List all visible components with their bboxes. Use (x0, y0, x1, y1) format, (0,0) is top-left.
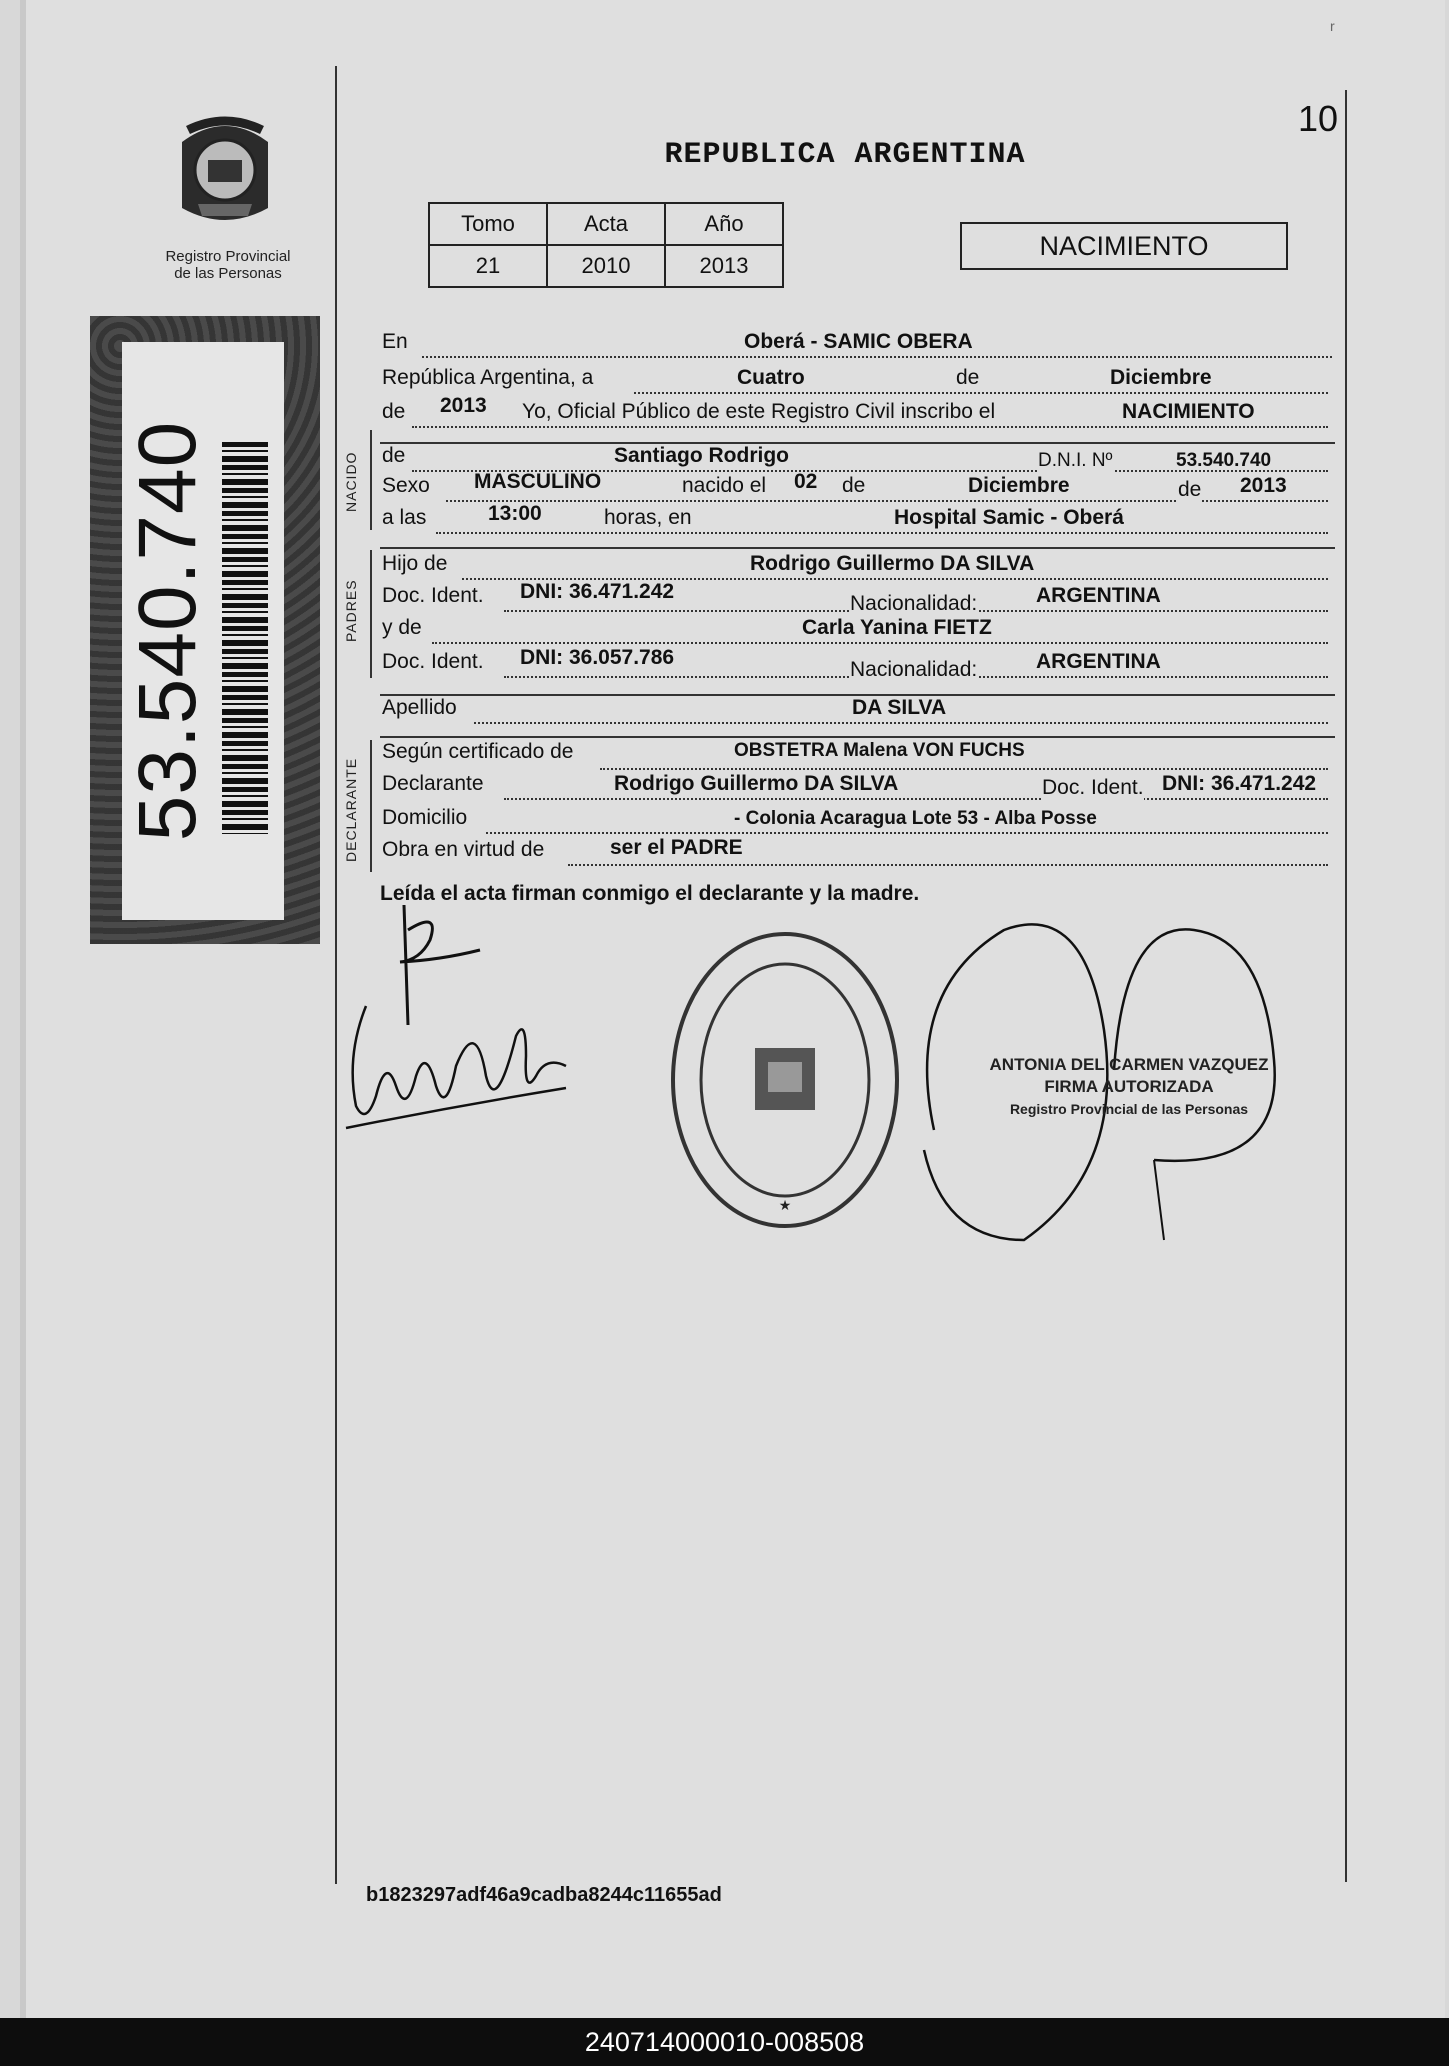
record-table (428, 202, 784, 288)
document-title: REPUBLICA ARGENTINA (664, 138, 1026, 172)
province-crest-icon (168, 112, 282, 234)
row-father-doc (382, 580, 1332, 616)
label-official: Yo, Oficial Público de este Registro Civil inscribo el (522, 400, 996, 423)
label-doc-ident: Doc. Ident. (382, 584, 484, 607)
value-time: 13:00 (488, 502, 542, 525)
value-event: NACIMIENTO (1122, 400, 1255, 423)
value-father-nationality: ARGENTINA (1036, 584, 1161, 607)
header-acta: Acta (547, 203, 665, 245)
label-doc-ident-2: Doc. Ident. (382, 650, 484, 673)
header-tomo: Tomo (429, 203, 547, 245)
section-label-padres: PADRES (343, 579, 359, 642)
row-certificate (382, 740, 1332, 772)
footer-code: 240714000010-008508 (0, 2018, 1449, 2066)
label-declarante: Declarante (382, 772, 484, 795)
value-mother-name: Carla Yanina FIETZ (802, 616, 992, 639)
label-nacido-el: nacido el (682, 474, 767, 497)
document-hash: b1823297adf46a9cadba8244c11655ad (366, 1884, 722, 1906)
official-stamp-text (984, 1054, 1274, 1120)
label-sexo: Sexo (382, 474, 430, 497)
value-year-record: 2013 (440, 394, 487, 417)
value-child-dni: 53.540.740 (1176, 450, 1272, 471)
header-ano: Año (665, 203, 783, 245)
row-mother (382, 616, 1332, 648)
label-nacionalidad-2: Nacionalidad: (850, 658, 978, 681)
dotted-line (568, 862, 1328, 866)
dni-label-card (90, 316, 320, 944)
stamp-line-1: ANTONIA DEL CARMEN VAZQUEZ (989, 1055, 1269, 1074)
value-acta: 2010 (547, 245, 665, 287)
dotted-line (432, 640, 1328, 644)
dotted-line (436, 530, 1328, 534)
row-surname (382, 696, 1332, 728)
value-father-doc: DNI: 36.471.242 (520, 580, 675, 603)
value-reason: ser el PADRE (610, 836, 743, 859)
left-margin-line (335, 66, 337, 1884)
value-surname: DA SILVA (852, 696, 947, 719)
value-hospital: Hospital Samic - Oberá (894, 506, 1124, 529)
label-y-de: y de (382, 616, 422, 639)
dotted-line (504, 796, 1328, 800)
row-official (382, 394, 1332, 432)
value-mother-doc: DNI: 36.057.786 (520, 646, 675, 669)
label-dni: D.N.I. Nº (1038, 450, 1113, 471)
value-birth-year: 2013 (1240, 474, 1287, 497)
svg-text:★: ★ (778, 1197, 792, 1213)
dotted-line (412, 424, 1328, 428)
section-bar-declarante (370, 740, 372, 872)
section-bar-padres (370, 550, 372, 678)
label-segun-certificado: Según certificado de (382, 740, 574, 763)
dotted-line (600, 766, 1328, 770)
value-birth-month: Diciembre (968, 474, 1070, 497)
label-a-las: a las (382, 506, 427, 529)
dotted-line (422, 354, 1332, 358)
label-en: En (382, 330, 408, 353)
value-certificate: OBSTETRA Malena VON FUCHS (734, 740, 1025, 761)
label-hijo-de: Hijo de (382, 552, 448, 575)
row-en (382, 330, 1332, 362)
rule-declarante-top (380, 736, 1335, 738)
right-margin-line (1345, 90, 1347, 1882)
barcode-icon (222, 442, 268, 834)
value-father-name: Rodrigo Guillermo DA SILVA (750, 552, 1035, 575)
row-time (382, 502, 1332, 538)
label-de-month: de (842, 474, 866, 497)
row-declarant (382, 772, 1332, 804)
row-republica (382, 366, 1332, 398)
dotted-line (486, 830, 1328, 834)
stamp-line-3: Registro Provincial de las Personas (1009, 1101, 1249, 1117)
value-declarant-doc: DNI: 36.471.242 (1162, 772, 1317, 795)
row-address (382, 806, 1332, 838)
registry-name (150, 248, 306, 282)
value-day-words: Cuatro (737, 366, 805, 389)
dni-number-vertical: 53.540.740 (122, 420, 213, 842)
section-label-declarante: DECLARANTE (343, 757, 359, 862)
row-reason (382, 838, 1332, 870)
label-domicilio: Domicilio (382, 806, 468, 829)
value-ano: 2013 (665, 245, 783, 287)
value-place: Oberá - SAMIC OBERA (744, 330, 973, 353)
value-sex: MASCULINO (474, 470, 602, 493)
section-bar-nacido (370, 430, 372, 530)
row-mother-doc (382, 646, 1332, 682)
page-number: 10 (1298, 98, 1339, 139)
label-horas-en: horas, en (604, 506, 692, 529)
stamp-line-2: FIRMA AUTORIZADA (1044, 1077, 1214, 1096)
registry-line-2: de las Personas (174, 265, 282, 282)
label-apellido: Apellido (382, 696, 457, 719)
label-de-birth-year: de (1178, 478, 1202, 501)
value-month-record: Diciembre (1110, 366, 1212, 389)
corner-mark: r (1330, 18, 1335, 34)
label-de-name: de (382, 444, 406, 467)
record-type-box: NACIMIENTO (960, 222, 1288, 270)
section-label-nacido: NACIDO (343, 451, 359, 512)
label-obra-en-virtud: Obra en virtud de (382, 838, 545, 861)
declarant-signature (336, 996, 576, 1146)
value-mother-nationality: ARGENTINA (1036, 650, 1161, 673)
registry-seal (660, 920, 910, 1240)
value-tomo: 21 (429, 245, 547, 287)
label-de-year: de (382, 400, 406, 423)
value-child-name: Santiago Rodrigo (614, 444, 789, 467)
dni-card-inner (122, 342, 284, 920)
value-address: - Colonia Acaragua Lote 53 - Alba Posse (734, 808, 1097, 829)
value-declarant-name: Rodrigo Guillermo DA SILVA (614, 772, 899, 795)
label-republica: República Argentina, a (382, 366, 594, 389)
value-birth-day: 02 (794, 470, 818, 493)
rule-padres-top (380, 547, 1335, 549)
dotted-line (634, 390, 1328, 394)
label-doc-ident-3: Doc. Ident. (1042, 776, 1144, 799)
registry-line-1: Registro Provincial (165, 248, 291, 265)
dotted-line (474, 720, 1328, 724)
label-nacionalidad: Nacionalidad: (850, 592, 978, 615)
closing-statement: Leída el acta firman conmigo el declarante y la madre. (380, 882, 920, 905)
label-de: de (956, 366, 980, 389)
